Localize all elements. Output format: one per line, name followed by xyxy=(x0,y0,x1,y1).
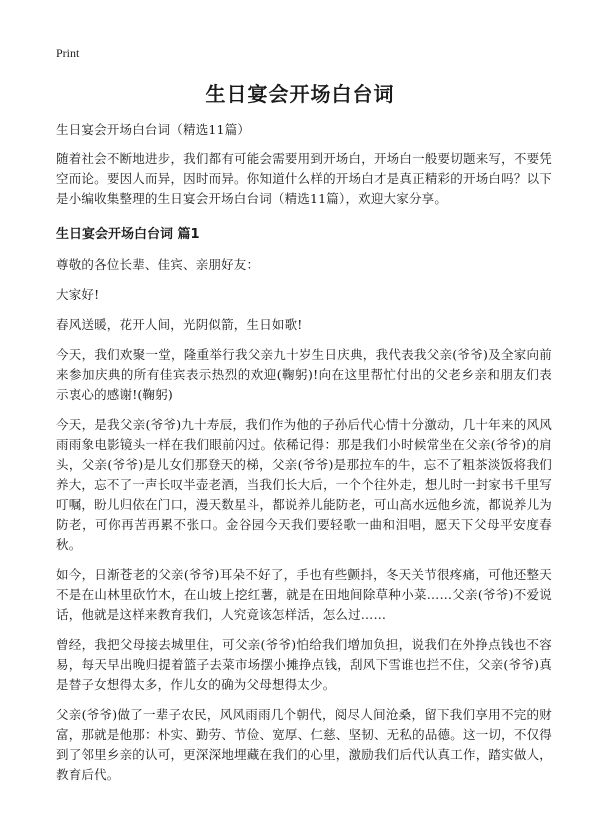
paragraph-aging: 如今，日渐苍老的父亲(爷爷)耳朵不好了，手也有些颤抖，冬天关节很疼痛，可他还整天不是在山林里砍竹木，在山坡上挖红薯，就是在田地间除草种小菜……父亲(爷爷)不爱说话，他就是这样来教育我们，人究竟该怎样活，怎么过…… xyxy=(56,567,552,622)
intro-paragraph: 随着社会不断地进步，我们都有可能会需要用到开场白，开场白一般要切题来写，不要凭空而论。要因人而异，因时而异。你知道什么样的开场白才是真正精彩的开场白吗？以下是小编收集整理的生日宴会开场白台词（精选11篇），欢迎大家分享。 xyxy=(56,151,552,206)
print-label: Print xyxy=(56,46,80,60)
paragraph-salutation: 尊敬的各位长辈、佳宾、亲朋好友： xyxy=(56,257,260,272)
paragraph-greeting: 大家好! xyxy=(56,287,100,302)
section-heading: 生日宴会开场白台词 篇1 xyxy=(56,227,200,242)
paragraph-memories: 今天，是我父亲(爷爷)九十寿辰，我们作为他的子孙后代心情十分激动，几十年来的风风雨雨象电影镜头一样在我们眼前闪过。依稀记得：那是我们小时候常坐在父亲(爷爷)的肩头，父亲(爷爷)是儿女们那登天的梯，父亲(爷爷)是那拉车的牛，忘不了粗茶淡饭将我们养大，忘不了一声长叹半壶老酒，当我们长大后，一个个往外走，想儿时一封家书千里写叮嘱，盼儿归依在门口，漫天数星斗，都说养儿能防老，可山高水远他乡流，都说养儿为防老，可你再苦再累不张口。金谷园今天我们要轻歌一曲和泪唱，愿天下父母平安度春秋。 xyxy=(56,417,552,552)
paragraph-welcome: 今天，我们欢聚一堂，隆重举行我父亲九十岁生日庆典，我代表我父亲(爷爷)及全家向前来参加庆典的所有佳宾表示热烈的欢迎(鞠躬)!向在这里帮忙付出的父老乡亲和朋友们表示衷心的感谢!(鞠躬) xyxy=(56,347,552,402)
page-title: 生日宴会开场白台词 xyxy=(205,82,395,106)
document-subtitle: 生日宴会开场白台词（精选11篇） xyxy=(56,122,251,137)
document-body xyxy=(56,120,552,795)
paragraph-city: 曾经，我把父母接去城里住，可父亲(爷爷)怕给我们增加负担，说我们在外挣点钱也不容易，每天早出晚归提着篮子去菜市场摆小摊挣点钱，刮风下雪谁也拦不住，父亲(爷爷)真是替子女想得太多，作儿女的确为父母想得太少。 xyxy=(56,637,552,692)
paragraph-virtues: 父亲(爷爷)做了一辈子农民，风风雨雨几个朝代，阅尽人间沧桑，留下我们享用不完的财富，那就是他那：朴实、勤劳、节俭、宽厚、仁慈、坚韧、无私的品德。这一切，不仅得到了邻里乡亲的认可，更深深地埋藏在我们的心里，激励我们后代认真工作，踏实做人，教育后代。 xyxy=(56,707,552,782)
paragraph-opening: 春风送暖，花开人间，光阴似箭，生日如歌! xyxy=(56,317,303,332)
